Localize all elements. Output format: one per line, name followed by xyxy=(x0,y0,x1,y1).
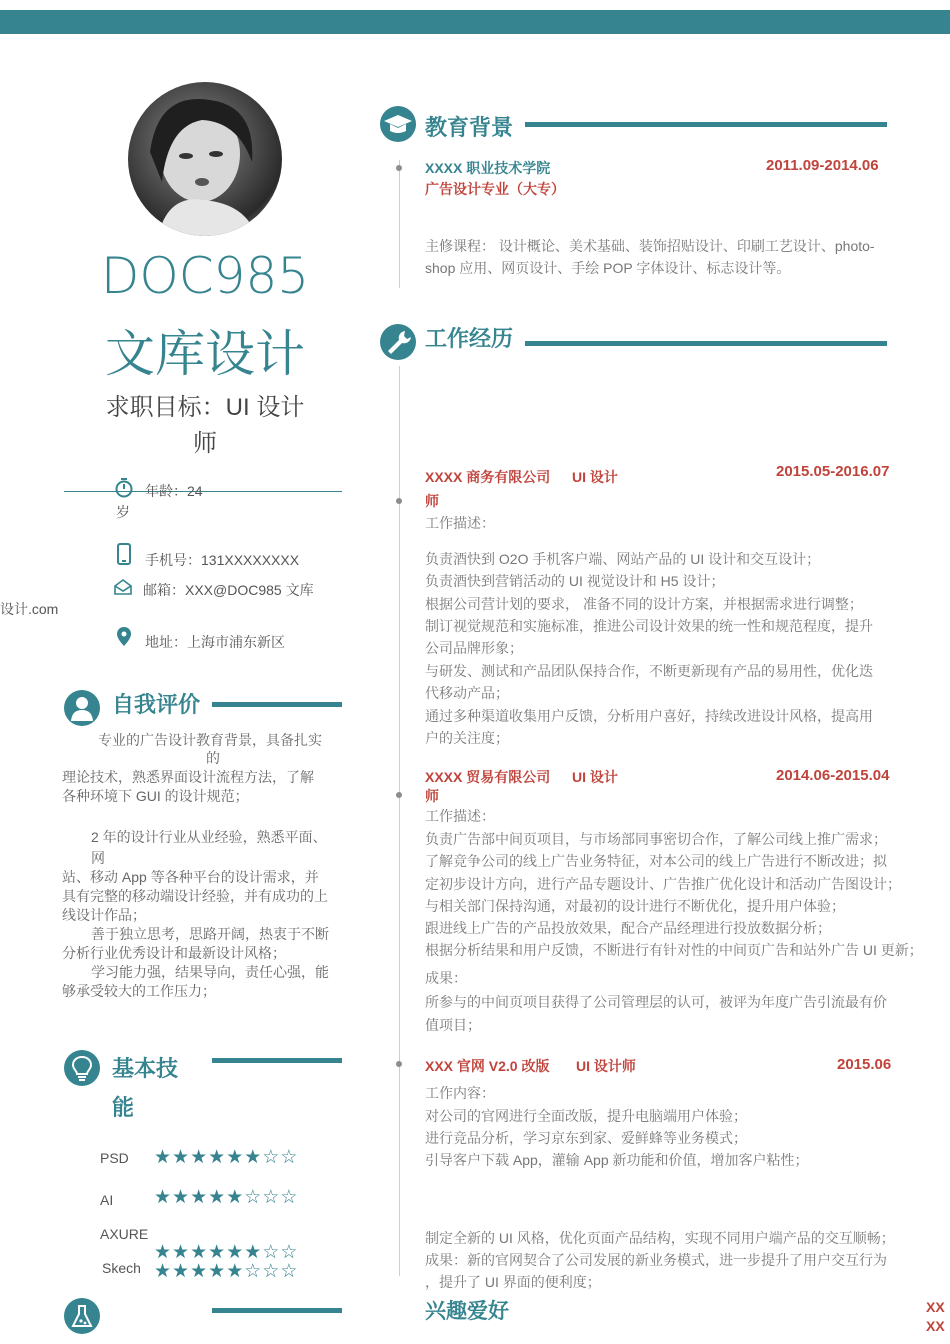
star-filled-icon: ★ xyxy=(208,1261,227,1282)
skill-name: AXURE xyxy=(100,1226,149,1242)
courses-line: shop 应用、网页设计、手绘 POP 字体设计、标志设计等。 xyxy=(425,260,791,276)
star-empty-icon: ☆ xyxy=(262,1261,281,1282)
skills-title-line-2: 能 xyxy=(112,1095,135,1120)
hobby-corner-text: XX xyxy=(926,1318,945,1334)
education-rule xyxy=(525,122,887,127)
job-role: UI 设计 xyxy=(572,769,618,785)
timer-icon xyxy=(115,478,133,498)
avatar-photo xyxy=(128,82,282,236)
skills-title-line-1: 基本技 xyxy=(112,1056,179,1081)
star-filled-icon: ★ xyxy=(190,1261,209,1282)
graduation-cap-icon xyxy=(380,106,416,142)
self-eval-line: 具有完整的移动端设计经验，并有成功的上 xyxy=(62,888,328,904)
self-eval-line: 理论技术，熟悉界面设计流程方法，了解 xyxy=(62,769,314,785)
self-eval-line: 学习能力强，结果导向，责任心强，能 xyxy=(91,964,329,980)
star-filled-icon: ★ xyxy=(154,1187,173,1208)
job-role: UI 设计 xyxy=(572,469,618,485)
job-date: 2014.06-2015.04 xyxy=(776,767,890,784)
star-filled-icon: ★ xyxy=(226,1147,245,1168)
star-empty-icon: ☆ xyxy=(280,1261,299,1282)
star-empty-icon: ☆ xyxy=(262,1187,281,1208)
job-desc-line: 负责广告部中间页项目，与市场部同事密切合作，了解公司线上推广需求； xyxy=(425,831,887,847)
star-filled-icon: ★ xyxy=(244,1242,263,1263)
mail-icon xyxy=(113,579,133,595)
job-desc-line: 所参与的中间页项目获得了公司管理层的认可，被评为年度广告引流最有价 xyxy=(425,994,887,1010)
star-filled-icon: ★ xyxy=(226,1187,245,1208)
self-eval-rule xyxy=(212,702,342,707)
self-eval-line: 分析行业优秀设计和最新设计风格； xyxy=(62,945,286,961)
timeline-dot xyxy=(396,792,402,798)
flask-icon xyxy=(64,1298,100,1334)
job-role-cont: 师 xyxy=(425,493,439,509)
star-filled-icon: ★ xyxy=(226,1242,245,1263)
job-company: XXXX 贸易有限公司 xyxy=(425,769,551,785)
courses-line: 主修课程： 设计概论、美术基础、装饰招贴设计、印刷工艺设计、photo- xyxy=(425,238,875,254)
job-desc-line: 制定全新的 UI 风格，优化页面产品结构，实现不同用户端产品的交互顺畅； xyxy=(425,1230,895,1246)
self-eval-line: 善于独立思考，思路开阔，热衷于不断 xyxy=(91,926,329,942)
self-eval-line: 网 xyxy=(91,850,105,866)
major: 广告设计专业（大专） xyxy=(425,181,565,197)
timeline-dot xyxy=(396,1061,402,1067)
age-divider xyxy=(64,491,342,492)
skill-rating xyxy=(154,1186,298,1209)
star-filled-icon: ★ xyxy=(154,1242,173,1263)
name-line-1: DOC985 xyxy=(100,247,310,305)
star-filled-icon: ★ xyxy=(172,1261,191,1282)
self-eval-line: 够承受较大的工作压力； xyxy=(62,983,216,999)
skills-rule xyxy=(212,1058,342,1063)
job-role-cont: 师 xyxy=(425,788,439,804)
self-eval-line: 站、移动 App 等各种平台的设计需求，并 xyxy=(62,869,319,885)
star-filled-icon: ★ xyxy=(154,1147,173,1168)
job-company: XXXX 商务有限公司 xyxy=(425,469,551,485)
job-desc-line: 跟进线上广告的产品投放效果，配合产品经理进行投放数据分析； xyxy=(425,920,831,936)
self-eval-line: 的 xyxy=(206,750,220,766)
lightbulb-icon xyxy=(64,1050,100,1086)
hobby-left-rule xyxy=(212,1308,342,1313)
self-eval-line: 线设计作品； xyxy=(62,907,146,923)
star-filled-icon: ★ xyxy=(244,1147,263,1168)
star-empty-icon: ☆ xyxy=(280,1187,299,1208)
self-eval-line: 各种环境下 GUI 的设计规范； xyxy=(62,788,249,804)
job-desc-line: 代移动产品； xyxy=(425,685,509,701)
self-eval-line: 专业的广告设计教育背景，具备扎实 xyxy=(98,732,322,748)
address: 地址：上海市浦东新区 xyxy=(145,634,285,650)
job-desc-line: 成果： xyxy=(425,970,467,986)
star-empty-icon: ☆ xyxy=(280,1242,299,1263)
job-company: XXX 官网 V2.0 改版 xyxy=(425,1058,550,1074)
skill-name: AI xyxy=(100,1192,114,1208)
skill-name: PSD xyxy=(100,1150,129,1166)
job-desc-line: 根据公司营计划的要求， 准备不同的设计方案，并根据需求进行调整； xyxy=(425,596,863,612)
job-desc-line: 定初步设计方向，进行产品专题设计、广告推广优化设计和活动广告图设计； xyxy=(425,876,901,892)
job-desc-line: 与研发、测试和产品团队保持合作，不断更新现有产品的易用性，优化迭 xyxy=(425,663,873,679)
star-filled-icon: ★ xyxy=(190,1147,209,1168)
star-filled-icon: ★ xyxy=(172,1242,191,1263)
skill-name: Skech xyxy=(102,1260,141,1276)
job-desc-line: 了解竞争公司的线上广告业务特征，对本公司的线上广告进行不断改进；拟 xyxy=(425,853,887,869)
education-date: 2011.09-2014.06 xyxy=(766,157,879,174)
job-desc-line: 工作描述： xyxy=(425,515,495,531)
job-desc-line: 根据分析结果和用户反馈，不断进行有针对性的中间页广告和站外广告 UI 更新； xyxy=(425,942,923,958)
age-unit: 岁 xyxy=(116,504,130,520)
self-eval-title: 自我评价 xyxy=(112,692,201,717)
timeline-dot xyxy=(396,165,402,171)
job-desc-line: 对公司的官网进行全面改版，提升电脑端用户体验； xyxy=(425,1108,747,1124)
self-eval-line: 2 年的设计行业从业经验，熟悉平面、 xyxy=(91,829,327,845)
job-desc-line: 引导客户下载 App，灌输 App 新功能和价值，增加客户粘性； xyxy=(425,1152,809,1168)
job-desc-line: 与相关部门保持沟通，对最初的设计进行不断优化，提升用户体验； xyxy=(425,898,845,914)
email-address: 邮箱：XXX@DOC985 文库 xyxy=(143,582,314,598)
phone-number: 手机号：131XXXXXXXX xyxy=(145,552,300,568)
job-date: 2015.05-2016.07 xyxy=(776,463,890,480)
school-name: XXXX 职业技术学院 xyxy=(425,160,551,176)
job-desc-line: 公司品牌形象； xyxy=(425,640,523,656)
star-filled-icon: ★ xyxy=(226,1261,245,1282)
job-desc-line: 工作描述： xyxy=(425,808,495,824)
star-empty-icon: ☆ xyxy=(244,1187,263,1208)
star-filled-icon: ★ xyxy=(172,1187,191,1208)
job-desc-line: 负责酒快到营销活动的 UI 视觉设计和 H5 设计； xyxy=(425,573,725,589)
job-desc-line: 值项目； xyxy=(425,1017,481,1033)
skill-rating xyxy=(154,1146,298,1169)
job-date: 2015.06 xyxy=(837,1056,892,1073)
top-banner xyxy=(0,10,950,34)
job-goal-line-1: 求职目标：UI 设计 xyxy=(105,394,305,421)
star-filled-icon: ★ xyxy=(190,1242,209,1263)
job-desc-line: ，提升了 UI 界面的便利度； xyxy=(425,1274,601,1290)
job-goal-line-2: 师 xyxy=(193,430,217,457)
user-icon xyxy=(64,690,100,726)
education-title: 教育背景 xyxy=(425,115,514,140)
job-role: UI 设计师 xyxy=(576,1058,636,1074)
education-timeline xyxy=(399,160,400,288)
star-empty-icon: ☆ xyxy=(280,1147,299,1168)
job-desc-line: 进行竞品分析，学习京东到家、爱鲜蜂等业务模式； xyxy=(425,1130,747,1146)
wrench-icon xyxy=(380,324,416,360)
hobby-title: 兴趣爱好 xyxy=(425,1300,509,1323)
job-desc-line: 成果：新的官网契合了公司发展的新业务模式，进一步提升了用户交互行为 xyxy=(425,1252,887,1268)
job-desc-line: 户的关注度； xyxy=(425,730,509,746)
work-rule xyxy=(525,341,887,346)
age-label: 年龄：24 xyxy=(145,483,203,499)
star-empty-icon: ☆ xyxy=(244,1261,263,1282)
star-filled-icon: ★ xyxy=(208,1242,227,1263)
location-icon xyxy=(117,627,131,647)
star-empty-icon: ☆ xyxy=(262,1147,281,1168)
name-line-2: 文库设计 xyxy=(105,325,305,383)
hobby-corner-text: XX xyxy=(926,1299,945,1315)
star-filled-icon: ★ xyxy=(208,1147,227,1168)
star-filled-icon: ★ xyxy=(154,1261,173,1282)
skill-rating xyxy=(154,1260,298,1283)
job-desc-line: 制订视觉规范和实施标准，推进公司设计效果的统一性和规范程度，提升 xyxy=(425,618,873,634)
star-filled-icon: ★ xyxy=(172,1147,191,1168)
star-filled-icon: ★ xyxy=(190,1187,209,1208)
star-filled-icon: ★ xyxy=(208,1187,227,1208)
email-domain: 设计.com xyxy=(0,601,59,617)
work-title: 工作经历 xyxy=(425,326,514,351)
job-desc-line: 通过多种渠道收集用户反馈，分析用户喜好，持续改进设计风格，提高用 xyxy=(425,708,873,724)
star-empty-icon: ☆ xyxy=(262,1242,281,1263)
job-desc-line: 负责酒快到 O2O 手机客户端、网站产品的 UI 设计和交互设计； xyxy=(425,551,821,567)
timeline-dot xyxy=(396,498,402,504)
job-desc-line: 工作内容： xyxy=(425,1085,495,1101)
phone-icon xyxy=(117,543,131,565)
